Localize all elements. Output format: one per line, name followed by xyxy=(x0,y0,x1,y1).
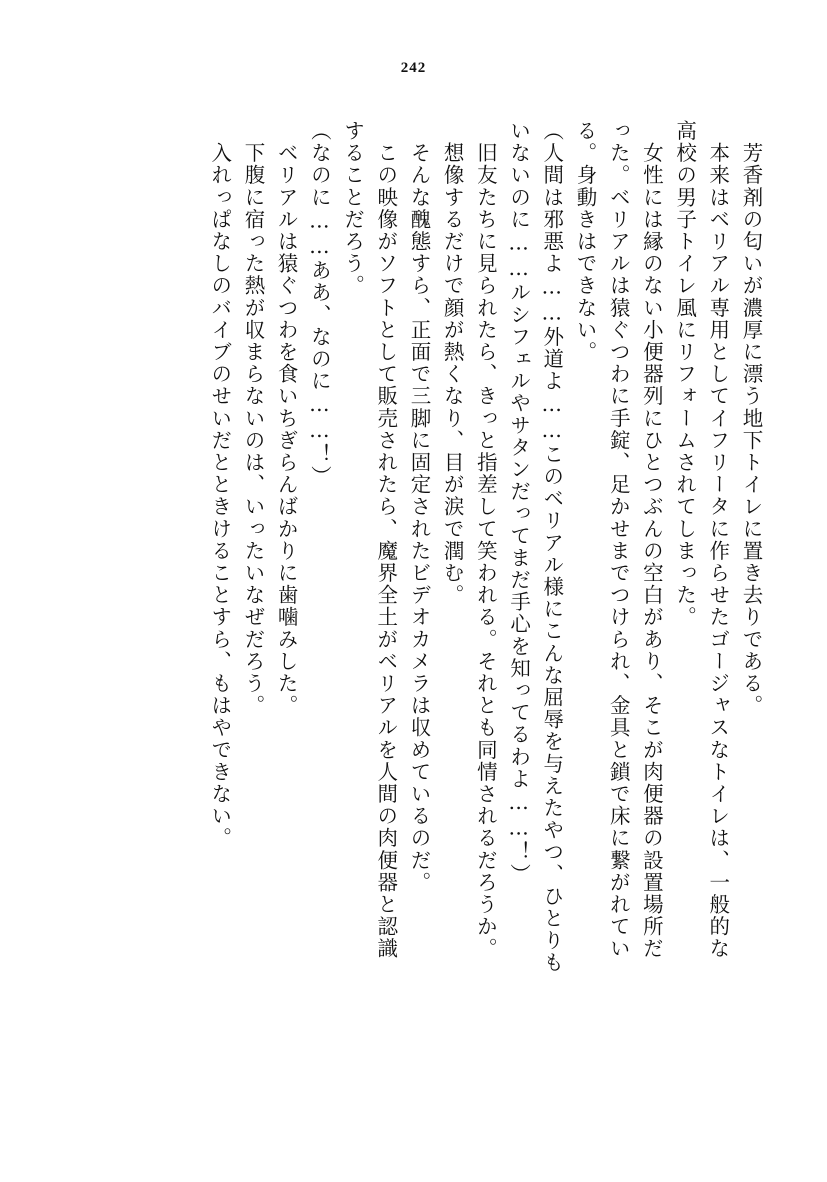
text-line: 高校の男子トイレ風にリフォームされてしまった。 xyxy=(672,120,697,629)
text-line: 想像するだけで顔が熱くなり、目が涙で潤む。 xyxy=(440,120,465,607)
text-line: そんな醜態すら、正面で三脚に固定されたビデオカメラは収めているのだ。 xyxy=(406,120,431,894)
text-line: 本来はベリアル専用としてイフリータに作らせたゴージャスなトイレは、一般的な xyxy=(705,120,730,960)
page-number: 242 xyxy=(400,60,427,76)
text-line: った。ベリアルは猿ぐつわに手錠、足かせまでつけられ、金具と鎖で床に繋がれてい xyxy=(606,120,631,960)
text-line: 下腹に宿った熱が収まらないのは、いったいなぜだろう。 xyxy=(240,120,265,717)
text-line: いないのに……ルシフェルやサタンだってまだ手心を知ってるわよ……！） xyxy=(506,120,531,886)
text-line: 入れっぱなしのバイブのせいだとときけることすら、もはやできない。 xyxy=(207,120,232,850)
text-line: 芳香剤の匂いが濃厚に漂う地下トイレに置き去りである。 xyxy=(739,120,763,717)
text-line: ベリアルは猿ぐつわを食いちぎらんばかりに歯噛みした。 xyxy=(274,120,299,717)
text-line: る。身動きはできない。 xyxy=(572,120,597,364)
text-line: 旧友たちに見られたら、きっと指差して笑われる。それとも同情されるだろうか。 xyxy=(473,120,498,960)
text-line: （人間は邪悪よ……外道よ……このベリアル様にこんな屈辱を与えたやつ、ひとりも xyxy=(539,120,564,974)
vertical-text-body xyxy=(52,120,767,1080)
text-line: 女性には縁のない小便器列にひとつぶんの空白があり、そこが肉便器の設置場所だ xyxy=(639,120,664,960)
text-line: （なのに……ああ、なのに……！） xyxy=(307,120,332,488)
text-line: することだろう。 xyxy=(340,120,365,297)
text-line: この映像がソフトとして販売されたら、魔界全土がベリアルを人間の肉便器と認識 xyxy=(373,120,398,960)
